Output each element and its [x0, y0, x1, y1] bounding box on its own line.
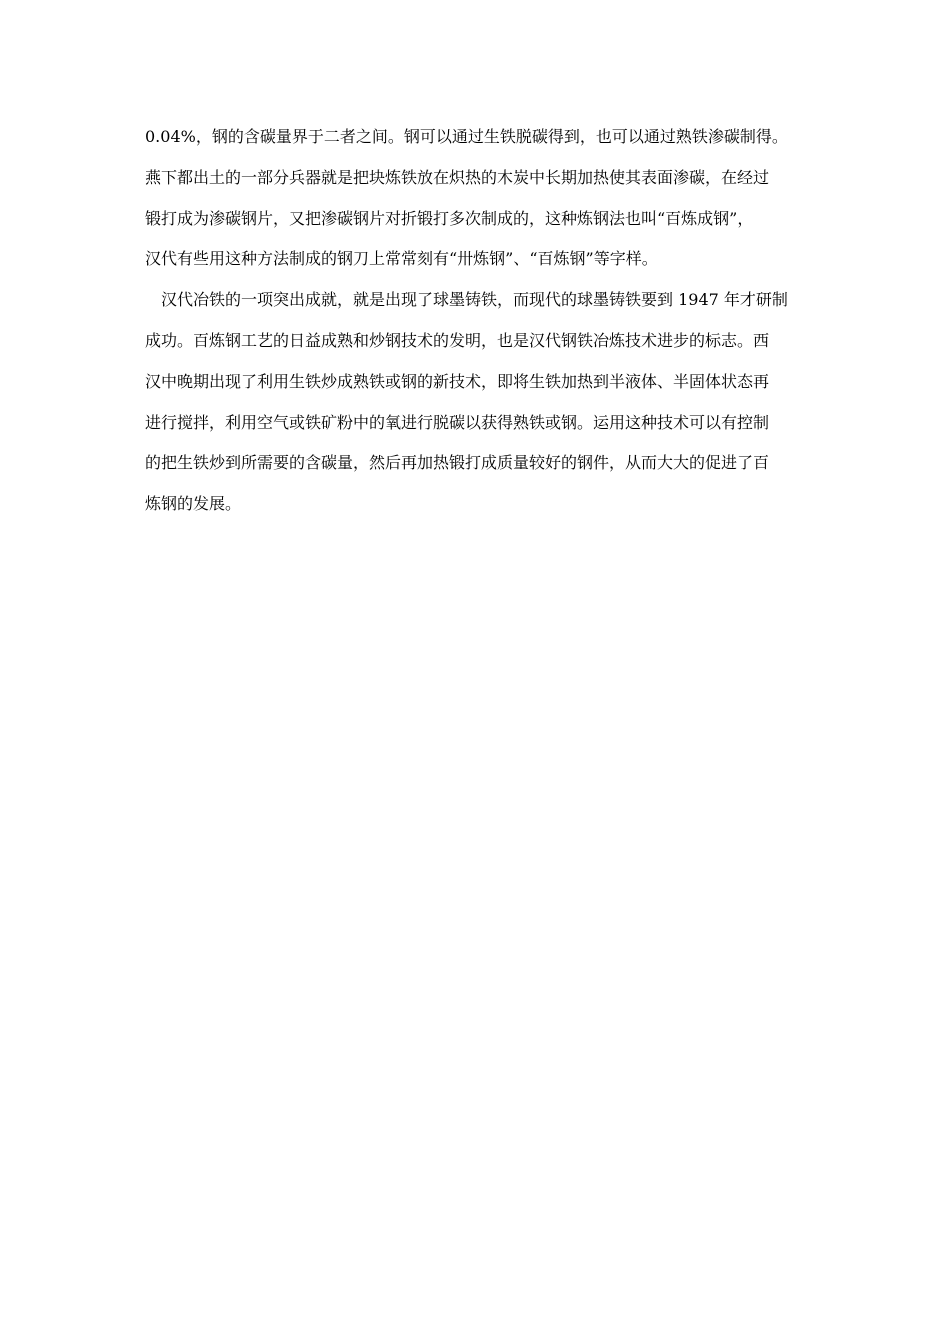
text-line: 成功。百炼钢工艺的日益成熟和炒钢技术的发明，也是汉代钢铁冶炼技术进步的标志。西	[145, 330, 770, 350]
text-line: 的把生铁炒到所需要的含碳量，然后再加热锻打成质量较好的钢件，从而大大的促进了百	[145, 453, 770, 473]
body-text	[145, 122, 825, 530]
text-line: 汉中晚期出现了利用生铁炒成熟铁或钢的新技术，即将生铁加热到半液体、半固体状态再	[145, 371, 770, 391]
text-line: 燕下都出土的一部分兵器就是把块炼铁放在炽热的木炭中长期加热使其表面渗碳，在经过	[145, 167, 770, 187]
paragraph-1	[145, 122, 825, 285]
text-line: 炼钢的发展。	[145, 494, 242, 514]
text-line: 汉代有些用这种方法制成的钢刀上常常刻有“卅炼钢”、“百炼钢”等字样。	[145, 249, 658, 269]
text-line: 锻打成为渗碳钢片，又把渗碳钢片对折锻打多次制成的，这种炼钢法也叫“百炼成钢”，	[145, 208, 754, 228]
text-line: 进行搅拌，利用空气或铁矿粉中的氧进行脱碳以获得熟铁或钢。运用这种技术可以有控制	[145, 412, 770, 432]
text-line: 0.04%，钢的含碳量界于二者之间。钢可以通过生铁脱碳得到，也可以通过熟铁渗碳制得。	[145, 127, 788, 146]
paragraph-2	[145, 285, 825, 530]
text-line: 汉代冶铁的一项突出成就，就是出现了球墨铸铁，而现代的球墨铸铁要到 1947 年才研制	[161, 290, 788, 310]
